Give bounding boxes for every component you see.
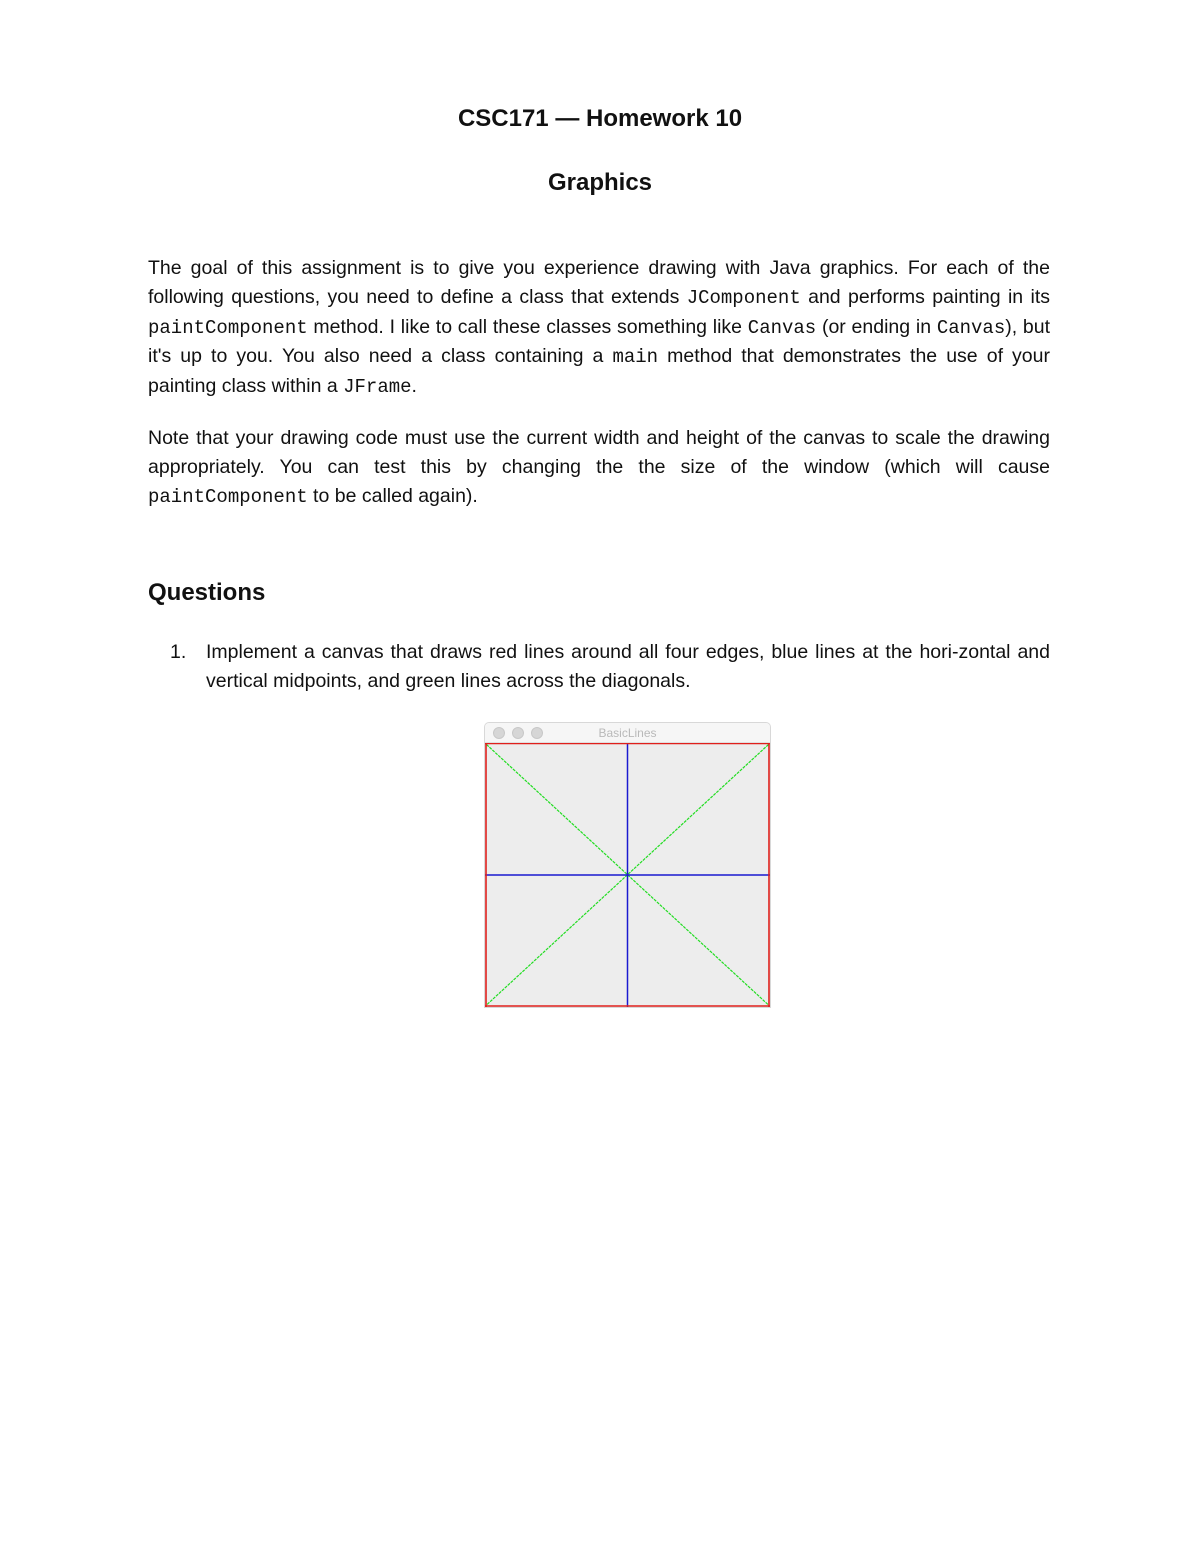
page-subtitle: Graphics [547,169,653,196]
code-canvas: Canvas [936,316,1006,339]
code-main: main [612,346,659,369]
window-titlebar [485,723,770,743]
question-text: Implement a canvas that draws red lines around all four edges, blue lines at the hori-zontal and vertical midpoints, and green lines across the diagonals. [206,641,1050,692]
intro-text: . [411,375,417,398]
intro-text: The goal of this assignment is to give you experience drawing with Java graphics. For each of the following questions, you need to define a class that extends [148,257,1050,308]
code-jcomponent: JComponent [686,286,801,309]
note-text: to be called again). [307,484,478,507]
intro-text: method. I like to call these classes something like [307,315,748,338]
questions-list [148,638,1050,696]
basiclines-window [485,723,770,1007]
code-paintcomponent: paintComponent [148,485,308,508]
intro-text: method that demonstrates the use of your painting class within a [148,345,1050,398]
intro-text: ), but it's up to you. You also need a class containing a [148,315,1051,368]
question-number: 1. [170,641,187,663]
code-canvas: Canvas [747,316,817,339]
questions-heading: Questions [148,579,266,606]
drawing-canvas [485,743,770,1007]
code-paintcomponent: paintComponent [148,316,308,339]
question-item [148,638,1050,696]
code-jframe: JFrame [343,376,412,399]
note-text: Note that your drawing code must use the current width and height of the canvas to scale the drawing appropriately. You can test this by changing the the size of the window (which will cause [148,427,1050,478]
intro-text: and performs painting in its [800,285,1050,308]
intro-text: (or ending in [816,315,937,338]
note-paragraph [148,424,1050,511]
intro-paragraph [148,254,1050,402]
window-title: BasicLines [598,726,657,740]
page-title: CSC171 — Homework 10 [457,105,743,132]
